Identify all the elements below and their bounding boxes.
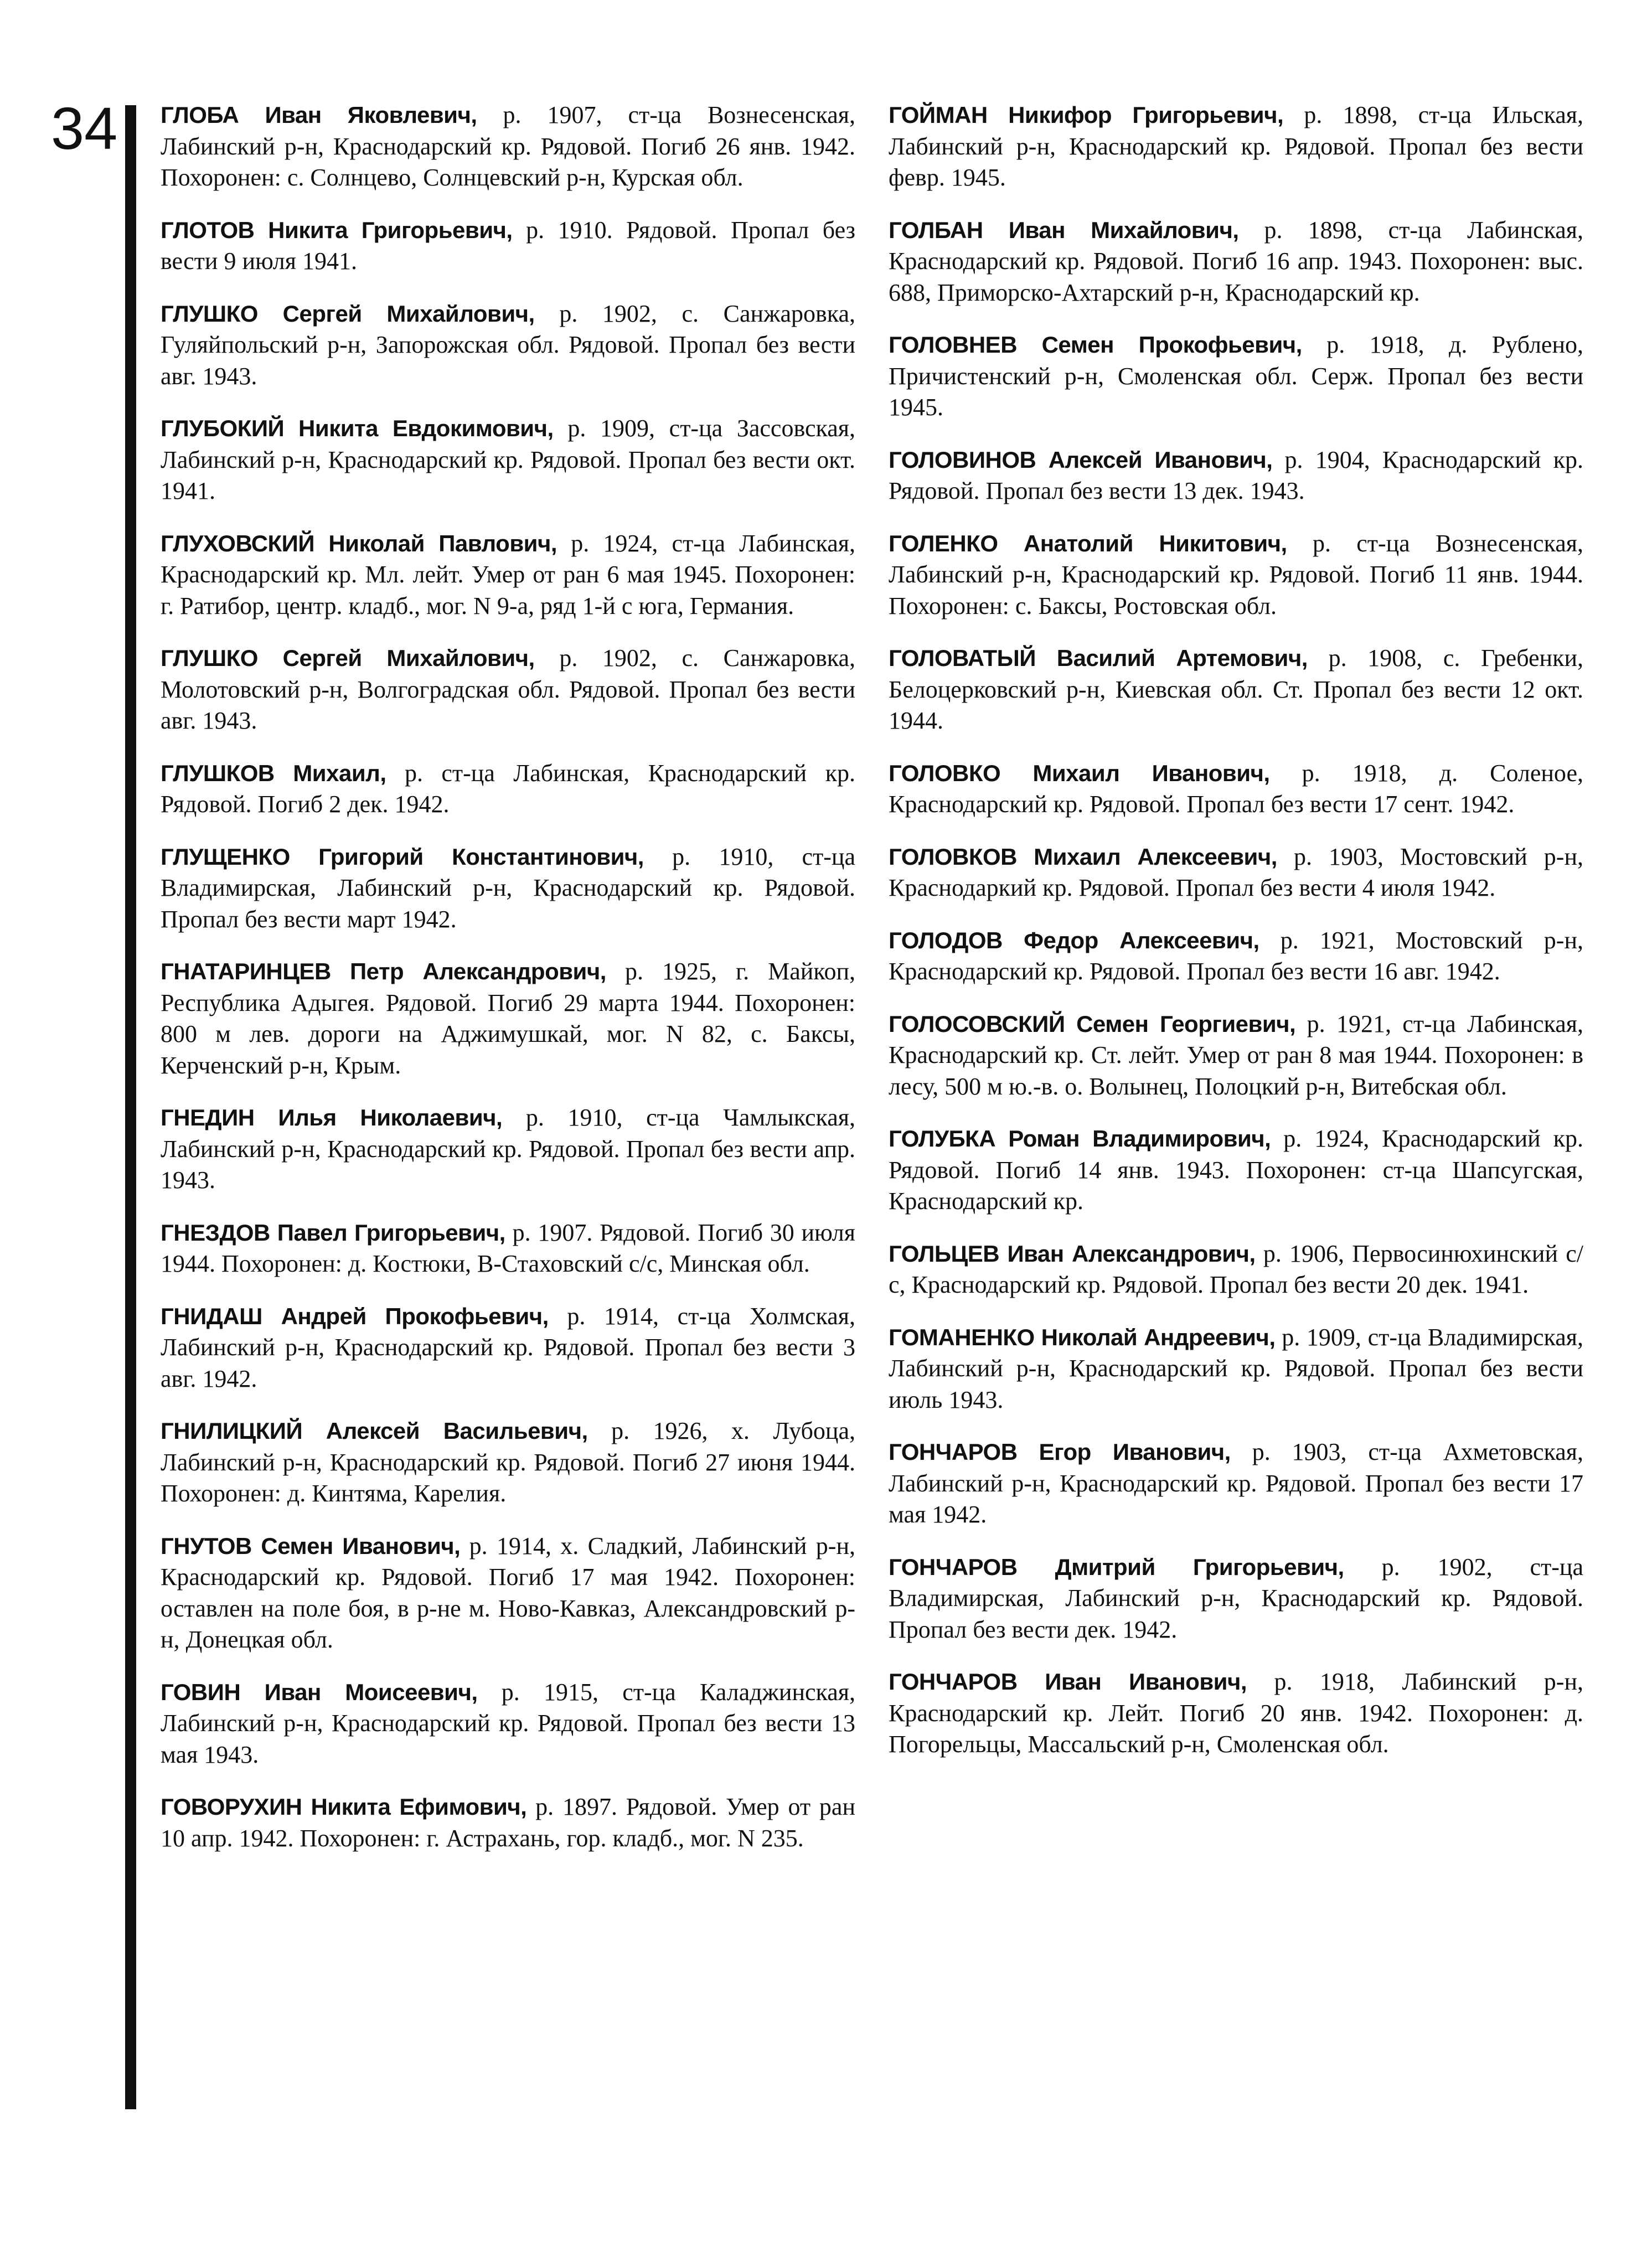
register-entry [889,1123,1583,1217]
entry-name: ГОЛОВНЕВ Семен Прокофьевич, [889,332,1302,358]
register-entry [889,1238,1583,1301]
entry-name: ГОЛОВИНОВ Алексей Иванович, [889,446,1273,473]
register-entry [889,1437,1583,1531]
register-entry [161,298,855,393]
register-entry [161,1531,855,1656]
right-column [889,100,1583,1782]
register-entry [161,758,855,820]
entry-name: ГЛУШКОВ Михаил, [161,760,386,786]
entry-name: ГОНЧАРОВ Иван Иванович, [889,1669,1247,1695]
entry-detail: р. 1910. Рядовой. Пропал без вести 9 июля 1941. [161,216,856,275]
margin-rule [125,105,136,2109]
page-number: 34 [51,95,118,162]
register-entry [161,643,855,737]
register-entry [889,100,1583,194]
register-entry [161,100,855,194]
entry-detail: р. 1921, Мостовский р-н, Краснодарский кр. Рядовой. Пропал без вести 16 авг. 1942. [889,926,1583,985]
entry-name: ГЛОТОВ Никита Григорьевич, [161,216,513,243]
register-entry [161,1217,855,1280]
entry-detail: р. 1902, ст-ца Владимирская, Лабинский р-н, Краснодарский кр. Рядовой. Пропал без вести дек. 1942. [889,1553,1584,1643]
register-entry [889,1552,1583,1646]
register-entry [161,841,855,936]
register-entry [889,841,1583,904]
register-entry [889,1666,1583,1760]
entry-name: ГОЛЬЦЕВ Иван Александрович, [889,1240,1256,1267]
register-entry [889,528,1583,622]
entry-detail: р. 1898, ст-ца Ильская, Лабинский р-н, Краснодарский кр. Рядовой. Пропал без вести февр. 1945. [889,101,1584,191]
entry-detail: р. 1903, ст-ца Ахметовская, Лабинский р-н, Краснодарский кр. Рядовой. Пропал без вести 17 мая 1942. [889,1438,1584,1528]
entry-name: ГОЛУБКА Роман Владимирович, [889,1125,1271,1152]
entry-detail: р. 1907. Рядовой. Погиб 30 июля 1944. Похоронен: д. Костюки, В-Стаховский с/с, Минская обл. [161,1218,856,1277]
entry-detail: р. ст-ца Лабинская, Краснодарский кр. Рядовой. Погиб 2 дек. 1942. [161,759,856,818]
register-entry [889,643,1583,737]
register-entry [161,215,855,277]
register-entry [161,1416,855,1510]
entry-name: ГЛУШКО Сергей Михайлович, [161,645,535,671]
register-entry [889,329,1583,424]
entry-name: ГНЕЗДОВ Павел Григорьевич, [161,1219,505,1246]
entry-detail: р. 1910, ст-ца Владимирская, Лабинский р-н, Краснодарский кр. Рядовой. Пропал без вести март 1942. [161,843,855,933]
entry-name: ГЛУХОВСКИЙ Николай Павлович, [161,530,557,556]
register-entry [161,528,855,622]
entry-name: ГНУТОВ Семен Иванович, [161,1532,461,1559]
register-entry [889,215,1583,309]
entry-detail: р. 1924, ст-ца Лабинская, Краснодарский кр. Мл. лейт. Умер от ран 6 мая 1945. Похоронен: г. Ратибор, центр. кладб., мог. N 9-а, ряд 1-й с юга, Германия. [161,529,855,619]
left-column [161,100,855,1875]
entry-detail: р. 1909, ст-ца Зассовская, Лабинский р-н, Краснодарский кр. Рядовой. Пропал без вести окт. 1941. [161,415,855,504]
entry-name: ГОЛОВАТЫЙ Василий Артемович, [889,645,1308,671]
entry-name: ГОЛОДОВ Федор Алексеевич, [889,927,1259,953]
entry-detail: р. 1907, ст-ца Вознесенская, Лабинский р-н, Краснодарский кр. Рядовой. Погиб 26 янв. 1942. Похоронен: с. Солнцево, Солнцевский р-н, Курская обл. [161,101,855,191]
register-entry [889,1322,1583,1416]
entry-detail: р. 1924, Краснодарский кр. Рядовой. Погиб 14 янв. 1943. Похоронен: ст-ца Шапсугская, Краснодарский кр. [889,1125,1584,1215]
entry-name: ГЛОБА Иван Яковлевич, [161,102,477,128]
entry-detail: р. 1906, Первосинюхинский с/с, Краснодарский кр. Рядовой. Пропал без вести 20 дек. 1941. [889,1240,1584,1298]
entry-detail: р. 1904, Краснодарский кр. Рядовой. Пропал без вести 13 дек. 1943. [889,446,1584,504]
entry-detail: р. 1902, с. Санжаровка, Гуляйпольский р-н, Запорожская обл. Рядовой. Пропал без вести авг. 1943. [161,300,855,390]
entry-detail: р. 1921, ст-ца Лабинская, Краснодарский кр. Ст. лейт. Умер от ран 8 мая 1944. Похоронен: в лесу, 500 м ю.-в. о. Волынец, Полоцкий р-н, Витебская обл. [889,1010,1583,1100]
entry-name: ГОЛБАН Иван Михайлович, [889,216,1239,243]
entry-detail: р. 1918, Лабинский р-н, Краснодарский кр. Лейт. Погиб 20 янв. 1942. Похоронен: д. Погорельцы, Массальский р-н, Смоленская обл. [889,1668,1583,1758]
entry-detail: р. 1914, х. Сладкий, Лабинский р-н, Краснодарский кр. Рядовой. Погиб 17 мая 1942. Похоронен: оставлен на поле боя, в р-не м. Ново-Кавказ, Александровский р-н, Донецкая обл. [161,1532,855,1653]
entry-detail: р. 1910, ст-ца Чамлыкская, Лабинский р-н, Краснодарский кр. Рядовой. Пропал без вести апр. 1943. [161,1104,855,1194]
entry-name: ГЛУШКО Сергей Михайлович, [161,300,535,327]
register-entry [889,758,1583,820]
entry-name: ГОЛОВКО Михаил Иванович, [889,760,1270,786]
entry-name: ГЛУБОКИЙ Никита Евдокимович, [161,415,554,441]
entry-name: ГОЛЕНКО Анатолий Никитович, [889,530,1287,556]
register-entry [161,1677,855,1771]
entry-name: ГНИЛИЦКИЙ Алексей Васильевич, [161,1418,588,1444]
register-entry [161,956,855,1081]
entry-name: ГЛУЩЕНКО Григорий Константинович, [161,843,644,870]
entry-name: ГОВОРУХИН Никита Ефимович, [161,1794,527,1820]
entry-name: ГОВИН Иван Моисеевич, [161,1679,478,1705]
entry-detail: р. 1926, х. Лубоца, Лабинский р-н, Краснодарский кр. Рядовой. Погиб 27 июня 1944. Похоронен: д. Кинтяма, Карелия. [161,1417,855,1507]
entry-name: ГОНЧАРОВ Егор Иванович, [889,1439,1231,1465]
entry-name: ГНИДАШ Андрей Прокофьевич, [161,1303,549,1329]
register-entry [161,413,855,507]
entry-name: ГОЛОСОВСКИЙ Семен Георгиевич, [889,1010,1296,1037]
entry-name: ГОМАНЕНКО Николай Андреевич, [889,1324,1276,1350]
entry-detail: р. ст-ца Вознесенская, Лабинский р-н, Краснодарский кр. Рядовой. Погиб 11 янв. 1944. Похоронен: с. Баксы, Ростовская обл. [889,529,1583,619]
entry-name: ГОЛОВКОВ Михаил Алексеевич, [889,843,1277,870]
register-entry [889,1009,1583,1103]
entry-detail: р. 1915, ст-ца Каладжинская, Лабинский р-н, Краснодарский кр. Рядовой. Пропал без вести 13 мая 1943. [161,1678,856,1768]
entry-detail: р. 1908, с. Гребенки, Белоцерковский р-н, Киевская обл. Ст. Пропал без вести 12 окт. 1944. [889,644,1584,734]
entry-detail: р. 1918, д. Рублено, Причистенский р-н, Смоленская обл. Серж. Пропал без вести 1945. [889,331,1583,421]
entry-detail: р. 1898, ст-ца Лабинская, Краснодарский кр. Рядовой. Погиб 16 апр. 1943. Похоронен: выс. 688, Приморско-Ахтарский р-н, Краснодарский кр. [889,216,1583,306]
register-entry [889,445,1583,507]
entry-name: ГНАТАРИНЦЕВ Петр Александрович, [161,958,606,984]
register-entry [161,1102,855,1196]
register-entry [161,1301,855,1395]
entry-name: ГНЕДИН Илья Николаевич, [161,1104,503,1130]
entry-detail: р. 1918, д. Соленое, Краснодарский кр. Рядовой. Пропал без вести 17 сент. 1942. [889,759,1583,818]
register-entry [161,1791,855,1854]
entry-detail: р. 1909, ст-ца Владимирская, Лабинский р-н, Краснодарский кр. Рядовой. Пропал без вести июль 1943. [889,1323,1584,1413]
entry-detail: р. 1897. Рядовой. Умер от ран 10 апр. 1942. Похоронен: г. Астрахань, гор. кладб., мог. N 235. [161,1793,856,1852]
entry-detail: р. 1903, Мостовский р-н, Краснодаркий кр. Рядовой. Пропал без вести 4 июля 1942. [889,843,1583,901]
entry-detail: р. 1914, ст-ца Холмская, Лабинский р-н, Краснодарский кр. Рядовой. Пропал без вести 3 авг. 1942. [161,1302,855,1392]
entry-detail: р. 1925, г. Майкоп, Республика Адыгея. Рядовой. Погиб 29 марта 1944. Похоронен: 800 м лев. дороги на Аджимушкай, мог. N 82, с. Баксы, Керченский р-н, Крым. [161,958,855,1079]
entry-name: ГОЙМАН Никифор Григорьевич, [889,102,1284,128]
register-entry [889,925,1583,988]
entry-name: ГОНЧАРОВ Дмитрий Григорьевич, [889,1553,1344,1580]
entry-detail: р. 1902, с. Санжаровка, Молотовский р-н, Волгоградская обл. Рядовой. Пропал без вести авг. 1943. [161,644,855,734]
